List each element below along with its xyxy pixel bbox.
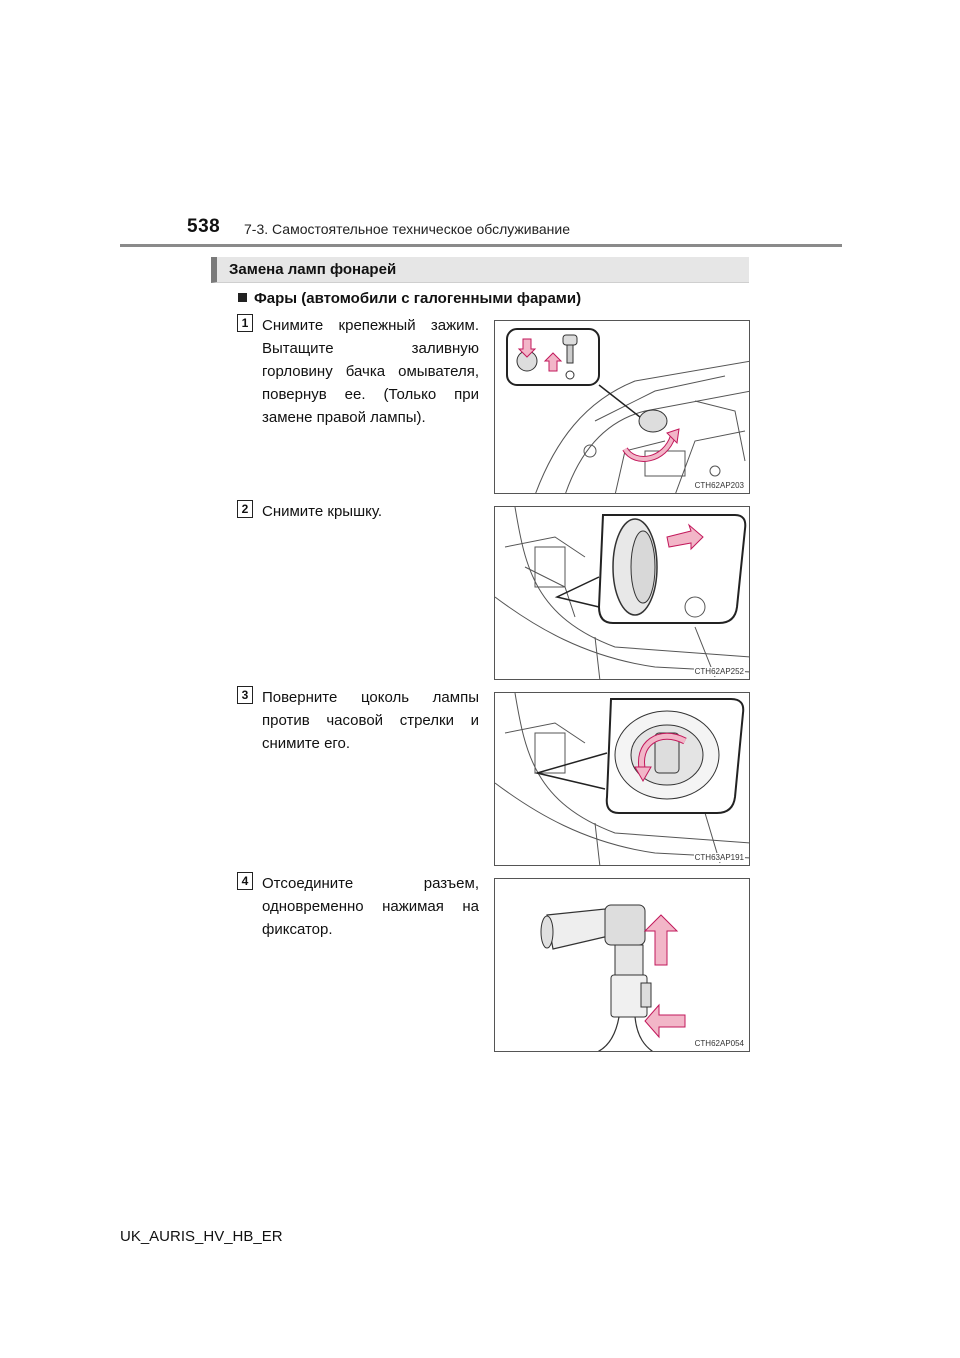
step-text-1: Снимите крепежный зажим. Вытащите заливную горловину бачка омывателя, повернув ее. (Только при замене правой лампы). — [262, 317, 479, 426]
section-title: Замена ламп фонарей — [229, 261, 397, 278]
step-number-3: 3 — [237, 686, 253, 704]
engine-bay-washer-illustration — [495, 321, 750, 494]
step-number-2: 2 — [237, 500, 253, 518]
figure-code: CTH63AP191 — [694, 853, 744, 862]
figure-step-1 — [494, 320, 750, 494]
section-header — [211, 257, 749, 283]
document-id: UK_AURIS_HV_HB_ER — [120, 1228, 283, 1245]
figure-code: CTH62AP054 — [694, 1039, 744, 1048]
chapter-title: 7-3. Самостоятельное техническое обслуживание — [244, 221, 571, 237]
figure-code: CTH62AP252 — [694, 667, 744, 676]
step-number-1: 1 — [237, 314, 253, 332]
step-text-3: Поверните цоколь лампы против часовой стрелки и снимите его. — [262, 689, 479, 752]
figure-step-3 — [494, 692, 750, 866]
step-number-4: 4 — [237, 872, 253, 890]
page-number: 538 — [187, 216, 221, 237]
headlight-cover-illustration — [495, 507, 750, 680]
header-divider — [120, 244, 842, 247]
bulb-base-rotate-illustration — [495, 693, 750, 866]
connector-release-illustration — [495, 879, 750, 1052]
figure-code: CTH62AP203 — [694, 481, 744, 490]
step-text-2: Снимите крышку. — [262, 503, 383, 520]
square-bullet-icon — [238, 293, 247, 302]
figure-step-2 — [494, 506, 750, 680]
subheading-text: Фары (автомобили с галогенными фарами) — [254, 290, 582, 307]
figure-step-4 — [494, 878, 750, 1052]
subheading — [238, 290, 581, 307]
step-text-4: Отсоедините разъем, одновременно нажимая на фиксатор. — [262, 875, 479, 938]
